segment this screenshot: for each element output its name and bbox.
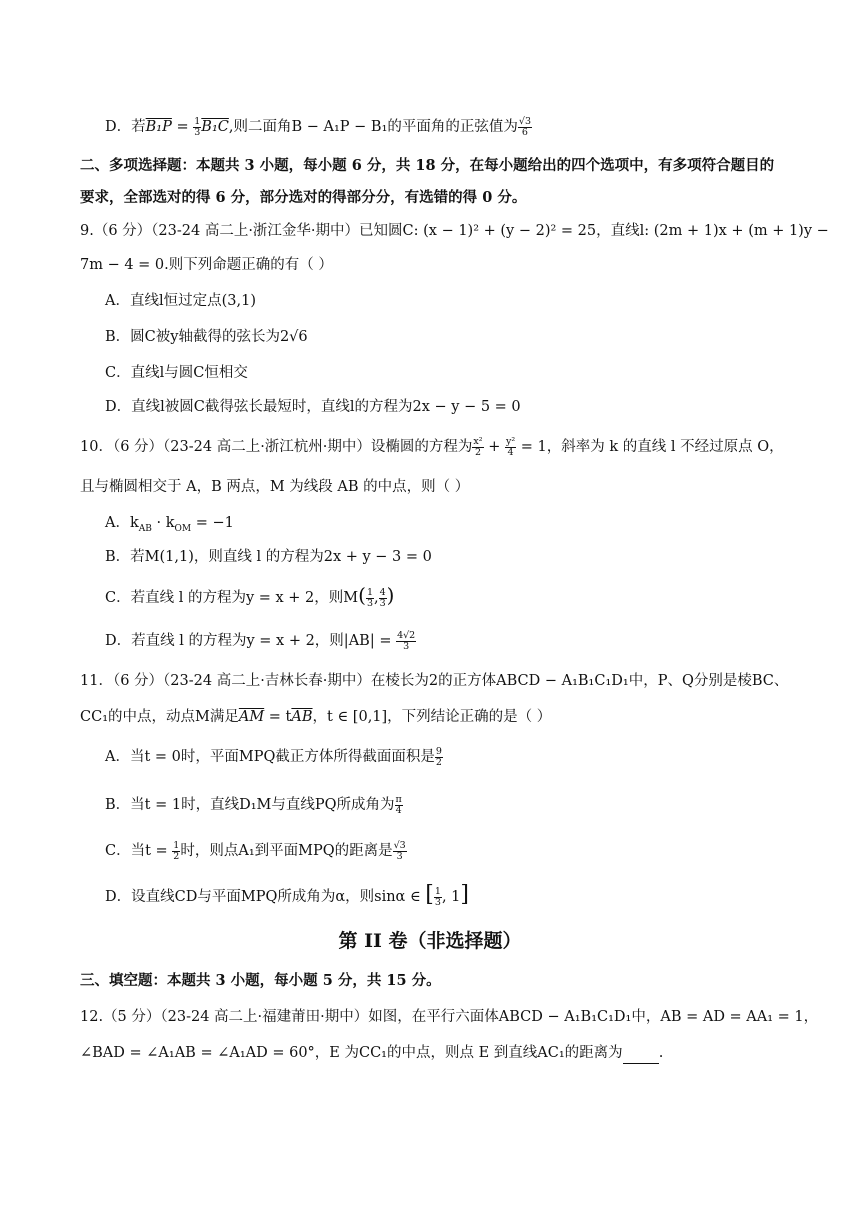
fraction-sqrt3-6: $\frac{√3}{6}$ [518, 115, 531, 138]
q11-option-c: C．当t = $\frac{1}{2}$ 时，则点A₁到平面MPQ的距离是 $\frac{√3}{3}$ [105, 839, 406, 862]
q9-option-d: D．直线l被圆C截得弦长最短时，直线l的方程为2x − y − 5 = 0 [105, 399, 521, 415]
fraction-9-2: $\frac{9}{2}$ [435, 745, 442, 768]
vector-b1p: B₁P [145, 119, 172, 135]
fraction-pi-4: $\frac{\pi}{4}$ [395, 793, 402, 816]
section-2-line-2: 要求，全部选对的得 6 分，部分选对的得部分分，有选错的得 0 分。 [80, 189, 527, 206]
vector-am: $\overline{AM}$ [238, 709, 265, 725]
fraction-sqrt3-3: $\frac{√3}{3}$ [393, 839, 406, 862]
fraction-one-third: $\frac{1}{3}$ [194, 115, 201, 138]
q11-option-a: A．当t = 0时，平面MPQ截正方体所得截面面积是 $\frac{9}{2}$ [105, 745, 442, 768]
fraction-y2-4: $\frac{\text{y²}}{4}$ [505, 435, 516, 458]
fraction-x2-2: $\frac{\text{x²}}{2}$ [473, 435, 483, 458]
section-2-line-1: 二、多项选择题：本题共 3 小题，每小题 6 分，共 18 分，在每小题给出的四个选项中，有多项符合题目的 [80, 157, 775, 174]
q11-option-d: D．设直线CD与平面MPQ所成角为α，则sinα ∈ [ $\frac{1}{3}$ , 1] [105, 882, 469, 908]
q9-option-b: B．圆C被y轴截得的弦长为2√6 [105, 329, 308, 345]
q10-option-b: B．若M(1,1)，则直线 l 的方程为2x + y − 3 = 0 [105, 549, 432, 565]
q11-stem-line-2: CC₁的中点，动点M满足$\overline{AM} = t\overline{AB}$，t ∈ [0,1]，下列结论正确的是（ ） [80, 709, 552, 725]
fraction-four-thirds: $\frac{4}{3}$ [379, 586, 386, 609]
q10-stem-line-2: 且与椭圆相交于 A，B 两点，M 为线段 AB 的中点，则（ ） [80, 479, 470, 495]
q8-option-d: D．若B₁P = $\frac{1}{3}$ B₁C,则二面角B − A₁P − B₁的平面角的正弦值为 $\frac{√3}{6}$ [105, 115, 531, 138]
q10-stem-line-1: 10．（6 分）（23-24 高二上·浙江杭州·期中）设椭圆的方程为 $\frac{\text{x²}}{2}$ + $\frac{\text{y²}}{4}$ = 1，斜率为 k 的直线 l 不经过原点 O， [80, 435, 784, 458]
q11-option-b: B．当t = 1时，直线D₁M与直线PQ所成角为 $\frac{\pi}{4}$ [105, 793, 402, 816]
fraction-one-third-c: $\frac{1}{3}$ [366, 586, 373, 609]
vector-b1c: B₁C [201, 119, 229, 135]
fraction-one-third-d: $\frac{1}{3}$ [434, 885, 441, 908]
q10-option-c: C．若直线 l 的方程为y = x + 2，则M( $\frac{1}{3}$ , $\frac{4}{3}$ ) [105, 583, 395, 609]
q12-stem-line-2: ∠BAD = ∠A₁AB = ∠A₁AD = 60°，E 为CC₁的中点，则点 E 到直线AC₁的距离为 . [80, 1042, 800, 1064]
part-2-title: 第 II 卷（非选择题） [338, 930, 522, 952]
fraction-4sqrt2-3: $\frac{4√2}{3}$ [397, 629, 416, 652]
q12-stem-line-1: 12.（5 分）（23-24 高二上·福建莆田·期中）如图，在平行六面体ABCD − A₁B₁C₁D₁中，AB = AD = AA₁ = 1， [80, 1009, 819, 1025]
q9-option-a: A．直线l恒过定点(3,1) [105, 293, 256, 309]
section-3-heading: 三、填空题：本题共 3 小题，每小题 5 分，共 15 分。 [80, 972, 441, 989]
q11-stem-line-1: 11．（6 分）（23-24 高二上·吉林长春·期中）在棱长为2的正方体ABCD − A₁B₁C₁D₁中，P、Q分别是棱BC、 [80, 673, 789, 689]
q9-stem-line-2: 7m − 4 = 0.则下列命题正确的有（ ） [80, 257, 333, 273]
vector-ab: $\overline{AB}$ [291, 709, 313, 725]
q10-option-a: A．$k_{AB} \cdot k_{OM} = -1$ [105, 515, 234, 534]
answer-blank [623, 1049, 659, 1064]
q9-option-c: C．直线l与圆C恒相交 [105, 365, 248, 381]
q10-option-d: D．若直线 l 的方程为y = x + 2，则|AB| = $\frac{4√2}{3}$ [105, 629, 416, 652]
fraction-one-half: $\frac{1}{2}$ [173, 839, 180, 862]
q9-stem-line-1: 9.（6 分）（23-24 高二上·浙江金华·期中）已知圆C: (x − 1)² + (y − 2)² = 25，直线l: (2m + 1)x + (m + 1)y − [80, 223, 829, 239]
